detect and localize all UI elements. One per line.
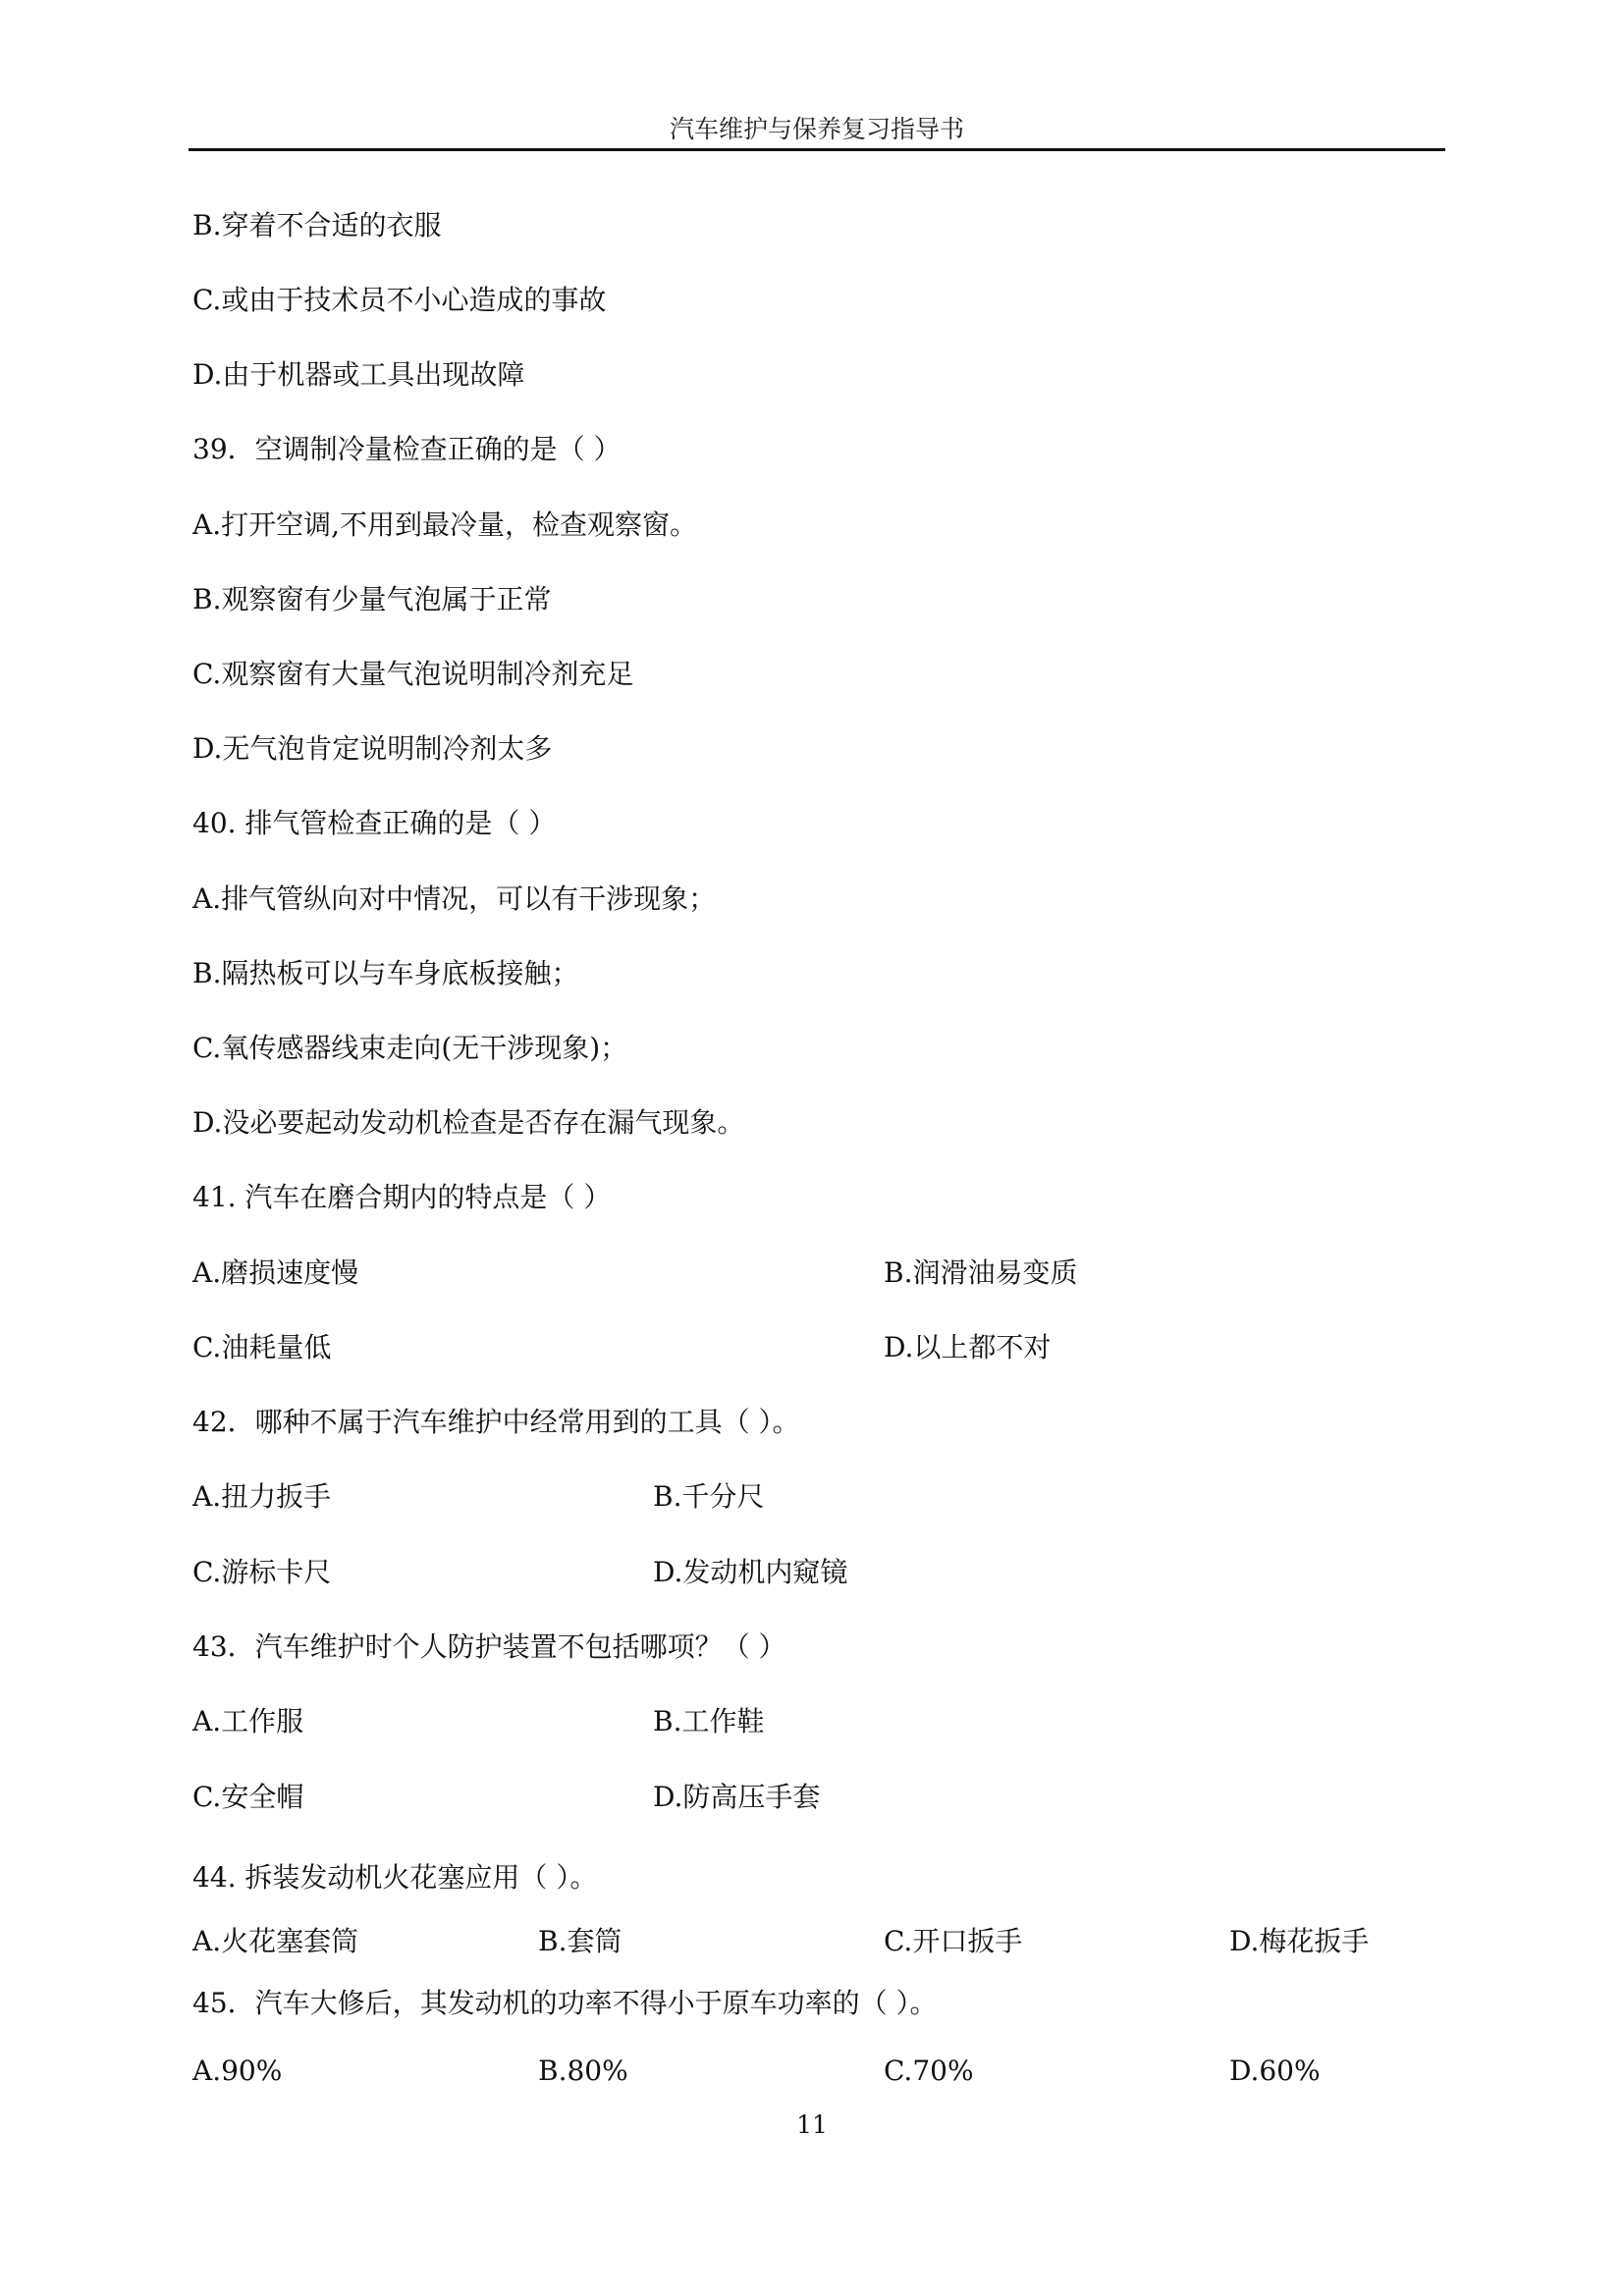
option-42-b: B.千分尺: [653, 1480, 765, 1513]
page-number: 11: [796, 2110, 828, 2139]
option-44-b: B.套筒: [538, 1925, 623, 1957]
option-42-c: C.游标卡尺: [192, 1556, 332, 1588]
option-39-b: B.观察窗有少量气泡属于正常: [192, 583, 552, 615]
option-45-d: D.60%: [1229, 2055, 1321, 2087]
question-41-stem: 41. 汽车在磨合期内的特点是（ ）: [192, 1181, 612, 1213]
option-39-a: A.打开空调,不用到最冷量，检查观察窗。: [192, 508, 698, 541]
option-45-b: B.80%: [538, 2055, 628, 2087]
option-39-d: D.无气泡肯定说明制冷剂太多: [192, 732, 553, 765]
option-39-c: C.观察窗有大量气泡说明制冷剂充足: [192, 658, 634, 690]
option-44-a: A.火花塞套筒: [192, 1925, 359, 1957]
option-41-a: A.磨损速度慢: [192, 1256, 359, 1289]
option-40-c: C.氧传感器线束走向(无干涉现象)；: [192, 1032, 628, 1064]
option-40-d: D.没必要起动发动机检查是否存在漏气现象。: [192, 1106, 745, 1139]
option-44-c: C.开口扳手: [884, 1925, 1023, 1957]
option-41-c: C.油耗量低: [192, 1331, 332, 1363]
option-44-d: D.梅花扳手: [1229, 1925, 1370, 1957]
question-44-stem: 44. 拆装发动机火花塞应用（ ）。: [192, 1861, 598, 1894]
option-38-b: B.穿着不合适的衣服: [192, 209, 442, 241]
question-39-stem: 39．空调制冷量检查正确的是（ ）: [192, 433, 622, 465]
option-43-a: A.工作服: [192, 1705, 304, 1737]
option-45-a: A.90%: [192, 2055, 283, 2087]
option-41-d: D.以上都不对: [884, 1331, 1052, 1363]
option-43-d: D.防高压手套: [653, 1781, 821, 1813]
running-header: 汽车维护与保养复习指导书: [669, 115, 964, 143]
option-41-b: B.润滑油易变质: [884, 1256, 1078, 1289]
header-rule: [189, 148, 1445, 151]
option-42-d: D.发动机内窥镜: [653, 1556, 848, 1588]
option-40-a: A.排气管纵向对中情况，可以有干涉现象；: [192, 882, 717, 915]
question-45-stem: 45．汽车大修后，其发动机的功率不得小于原车功率的（ ）。: [192, 1987, 938, 2019]
option-43-c: C.安全帽: [192, 1781, 304, 1813]
question-43-stem: 43．汽车维护时个人防护装置不包括哪项？（ ）: [192, 1630, 786, 1663]
question-40-stem: 40. 排气管检查正确的是（ ）: [192, 807, 557, 839]
option-38-c: C.或由于技术员不小心造成的事故: [192, 284, 607, 316]
option-42-a: A.扭力扳手: [192, 1480, 332, 1513]
option-38-d: D.由于机器或工具出现故障: [192, 358, 525, 391]
option-45-c: C.70%: [884, 2055, 974, 2087]
question-42-stem: 42．哪种不属于汽车维护中经常用到的工具（ ）。: [192, 1406, 800, 1438]
option-40-b: B.隔热板可以与车身底板接触；: [192, 957, 579, 989]
option-43-b: B.工作鞋: [653, 1705, 765, 1737]
